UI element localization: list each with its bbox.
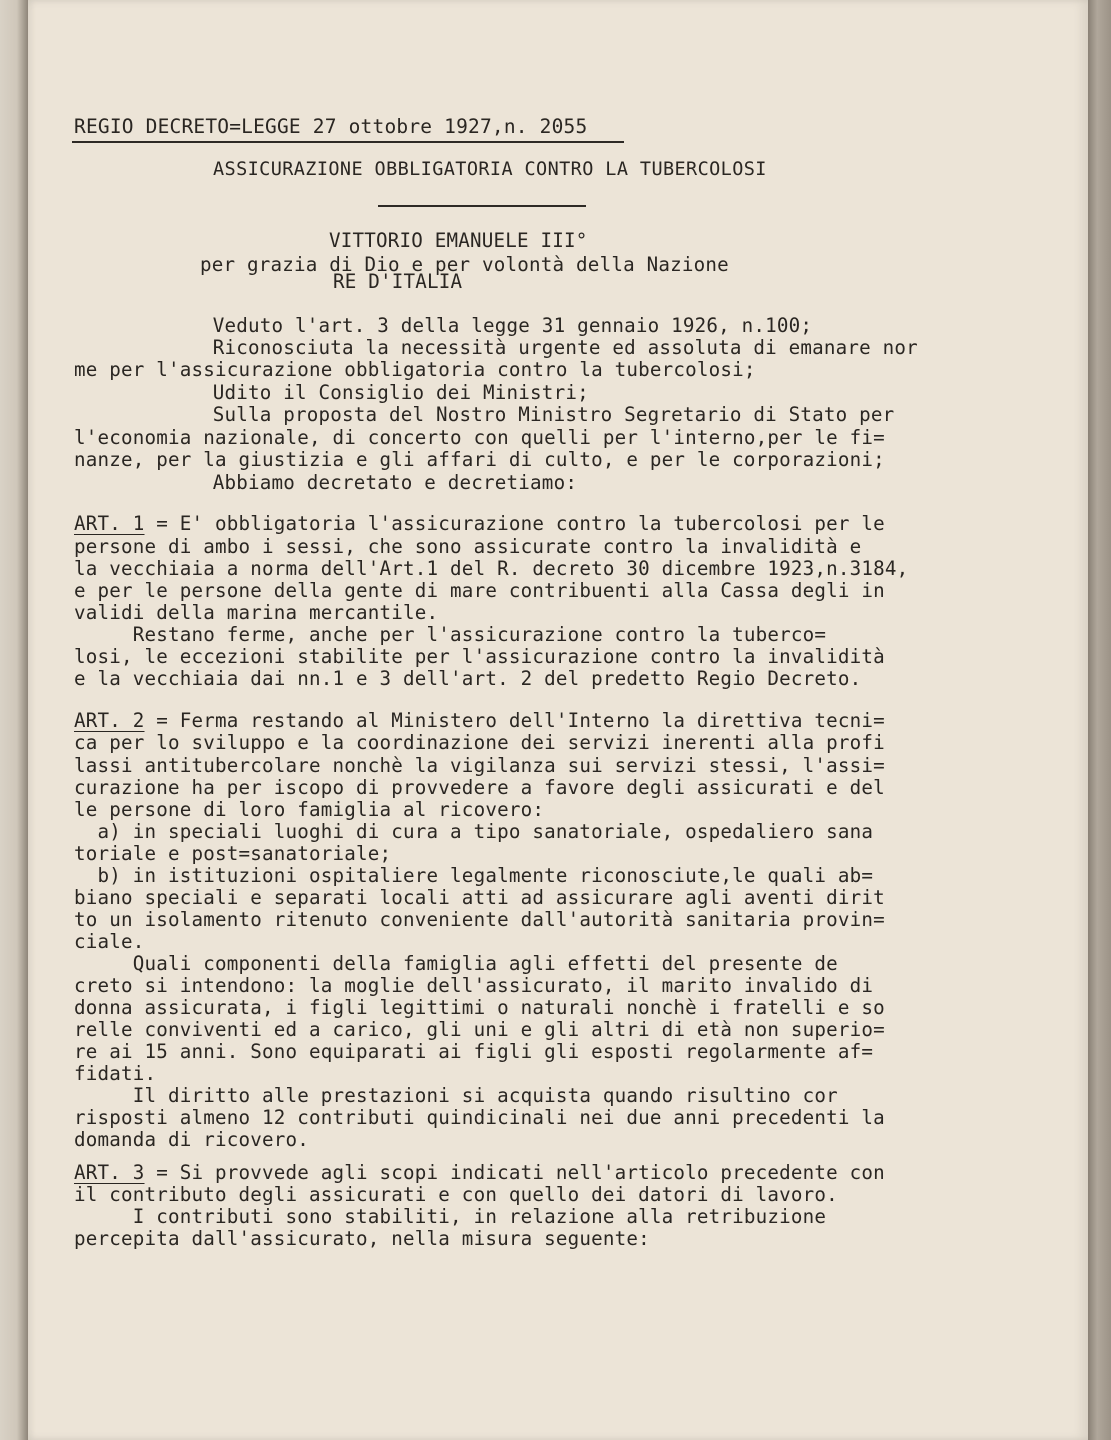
article-2-line: re ai 15 anni. Sono equiparati ai figli gli esposti regolarmente af= [74,1040,874,1063]
article-3-line: I contributi sono stabiliti, in relazione alla retribuzione [74,1205,827,1228]
article-2-line: relle conviventi ed a carico, gli uni e gli altri di età non superio= [74,1018,885,1041]
decree-subtitle: ASSICURAZIONE OBBLIGATORIA CONTRO LA TUBERCOLOSI [213,159,767,180]
article-1-line: e la vecchiaia dai nn.1 e 3 dell'art. 2 del predetto Regio Decreto. [74,667,862,690]
article-1-lead: = E' obbligatoria l'assicurazione contro la tubercolosi per le [144,512,885,535]
article-2-line: a) in speciali luoghi di cura a tipo sanatoriale, ospedaliero sana [74,820,874,843]
preamble-line: Sulla proposta del Nostro Ministro Segretario di Stato per [154,403,895,426]
article-2-line: curazione ha per iscopo di provvedere a favore degli assicurati e del [74,776,885,799]
preamble-line: nanze, per la giustizia e gli affari di culto, e per le corporazioni; [74,448,885,471]
article-2-line: domanda di ricovero. [74,1128,310,1151]
section-divider [378,205,586,207]
article-3-first-line [74,1162,885,1184]
article-2-lead: = Ferma restando al Ministero dell'Interno la direttiva tecni= [144,709,885,732]
article-2-line: ca per lo sviluppo e la coordinazione dei servizi inerenti alla profi [74,731,885,754]
preamble-line: l'economia nazionale, di concerto con quelli per l'interno,per le fi= [74,426,885,449]
article-2-line: donna assicurata, i figli legittimi o naturali nonchè i fratelli e so [74,996,885,1019]
article-2-line: to un isolamento ritenuto conveniente dall'autorità sanitaria provin= [74,908,885,931]
article-2-line: b) in istituzioni ospitaliere legalmente riconosciute,le quali ab= [74,864,874,887]
article-2-line: ciale. [74,930,145,953]
article-1-line: persone di ambo i sessi, che sono assicurate contro la invalidità e [74,535,862,558]
article-2-line: biano speciali e separati locali atti ad assicurare agli aventi dirit [74,886,885,909]
page-content [28,0,1088,1440]
article-2-line: Quali componenti della famiglia agli effetti del presente de [74,952,838,975]
article-1-label: ART. 1 [74,512,145,535]
article-3-label: ART. 3 [74,1161,145,1184]
grace-line: per grazia di Dio e per volontà della Nazione [200,253,729,276]
header-underline [72,141,624,143]
preamble-line: Veduto l'art. 3 della legge 31 gennaio 1926, n.100; [154,314,813,337]
article-2-line: le persone di loro famiglia al ricovero: [74,798,545,821]
adjacent-page-edge [0,0,28,1440]
article-3-line: il contributo degli assicurati e con quello dei datori di lavoro. [74,1183,838,1206]
article-1-line: losi, le eccezioni stabilite per l'assicurazione contro la invalidità [74,645,885,668]
article-3-line: percepita dall'assicurato, nella misura seguente: [74,1227,650,1250]
realm-line: RE D'ITALIA [333,270,463,293]
article-1-line: la vecchiaia a norma dell'Art.1 del R. decreto 30 dicembre 1923,n.3184, [74,557,909,580]
article-1-line: e per le persone della gente di mare contribuenti alla Cassa degli in [74,579,885,602]
article-1-line: Restano ferme, anche per l'assicurazione contro la tuberco= [74,623,827,646]
article-2-line: creto si intendono: la moglie dell'assicurato, il marito invalido di [74,974,874,997]
document-page [28,0,1088,1440]
article-2-line: risposti almeno 12 contributi quindicinali nei due anni precedenti la [74,1106,885,1129]
article-1-line: validi della marina mercantile. [74,601,439,624]
article-2-line: fidati. [74,1062,157,1085]
preamble-line: Udito il Consiglio dei Ministri; [154,381,589,404]
article-1-first-line [74,513,885,535]
decree-header: REGIO DECRETO=LEGGE 27 ottobre 1927,n. 2055 [74,115,588,138]
preamble-line: Riconosciuta la necessità urgente ed assoluta di emanare nor [154,336,918,359]
article-2-line: toriale e post=sanatoriale; [74,842,392,865]
preamble-line: Abbiamo decretato e decretiamo: [154,471,578,494]
page-binding-edge [1088,0,1111,1440]
article-2-label: ART. 2 [74,709,145,732]
article-2-line: lassi antitubercolare nonchè la vigilanza sui servizi stessi, l'assi= [74,754,885,777]
article-3-lead: = Si provvede agli scopi indicati nell'articolo precedente con [144,1161,885,1184]
king-name: VITTORIO EMANUELE III° [329,229,588,252]
article-2-first-line [74,710,885,732]
preamble-line: me per l'assicurazione obbligatoria contro la tubercolosi; [74,358,756,381]
article-2-line: Il diritto alle prestazioni si acquista quando risultino cor [74,1084,838,1107]
